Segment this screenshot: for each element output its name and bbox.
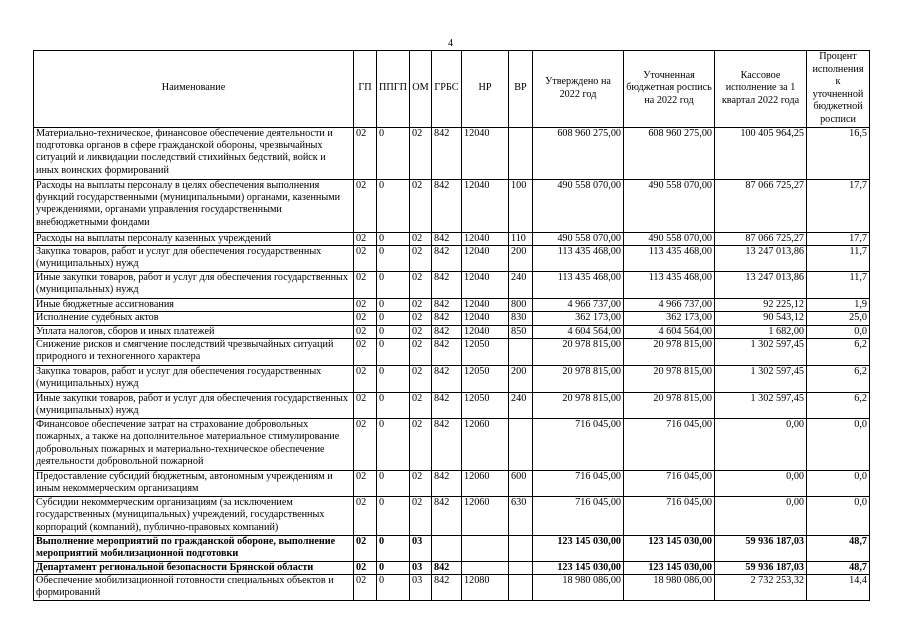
cell-nr: 12060 bbox=[462, 471, 509, 497]
cell-name: Предоставление субсидий бюджетным, автономным учреждениям и иным некоммерческим организациям bbox=[34, 471, 354, 497]
cell-name: Снижение рисков и смягчение последствий чрезвычайных ситуаций природного и техногенного характера bbox=[34, 339, 354, 366]
cell-grbs: 842 bbox=[432, 312, 462, 325]
table-row bbox=[34, 325, 870, 338]
cell-approved: 18 980 086,00 bbox=[533, 575, 624, 601]
cell-name: Расходы на выплаты персоналу казенных учреждений bbox=[34, 232, 354, 245]
cell-refined: 4 966 737,00 bbox=[624, 298, 715, 311]
cell-name: Закупка товаров, работ и услуг для обеспечения государственных (муниципальных) нужд bbox=[34, 366, 354, 393]
header-gp: ГП bbox=[354, 51, 377, 128]
cell-approved: 20 978 815,00 bbox=[533, 339, 624, 366]
cell-name: Департамент региональной безопасности Брянской области bbox=[34, 561, 354, 574]
cell-vr bbox=[509, 127, 533, 179]
cell-grbs bbox=[432, 535, 462, 561]
cell-percent: 1,9 bbox=[807, 298, 870, 311]
cell-nr: 12080 bbox=[462, 575, 509, 601]
cell-nr: 12050 bbox=[462, 366, 509, 393]
cell-percent: 11,7 bbox=[807, 271, 870, 298]
table-row bbox=[34, 127, 870, 179]
cell-gp: 02 bbox=[354, 127, 377, 179]
cell-vr: 110 bbox=[509, 232, 533, 245]
cell-gp: 02 bbox=[354, 471, 377, 497]
cell-ppgp: 0 bbox=[377, 535, 410, 561]
cell-vr: 630 bbox=[509, 496, 533, 535]
cell-om: 03 bbox=[410, 535, 432, 561]
cell-gp: 02 bbox=[354, 366, 377, 393]
table-row bbox=[34, 339, 870, 366]
cell-refined: 716 045,00 bbox=[624, 471, 715, 497]
cell-gp: 02 bbox=[354, 312, 377, 325]
cell-refined: 20 978 815,00 bbox=[624, 339, 715, 366]
cell-ppgp: 0 bbox=[377, 393, 410, 419]
cell-refined: 362 173,00 bbox=[624, 312, 715, 325]
cell-ppgp: 0 bbox=[377, 339, 410, 366]
cell-approved: 20 978 815,00 bbox=[533, 393, 624, 419]
cell-refined: 490 558 070,00 bbox=[624, 179, 715, 232]
cell-refined: 490 558 070,00 bbox=[624, 232, 715, 245]
cell-refined: 716 045,00 bbox=[624, 496, 715, 535]
cell-cash: 87 066 725,27 bbox=[715, 232, 807, 245]
page-number: 4 bbox=[448, 38, 453, 49]
cell-om: 02 bbox=[410, 127, 432, 179]
cell-cash: 87 066 725,27 bbox=[715, 179, 807, 232]
cell-om: 02 bbox=[410, 245, 432, 271]
table-row bbox=[34, 575, 870, 601]
header-grbs: ГРБС bbox=[432, 51, 462, 128]
cell-approved: 362 173,00 bbox=[533, 312, 624, 325]
table-row bbox=[34, 496, 870, 535]
cell-gp: 02 bbox=[354, 271, 377, 298]
cell-grbs: 842 bbox=[432, 496, 462, 535]
cell-cash: 59 936 187,03 bbox=[715, 535, 807, 561]
cell-grbs: 842 bbox=[432, 325, 462, 338]
cell-gp: 02 bbox=[354, 339, 377, 366]
cell-percent: 17,7 bbox=[807, 232, 870, 245]
header-ppgp: ППГП bbox=[377, 51, 410, 128]
cell-om: 02 bbox=[410, 496, 432, 535]
cell-cash: 13 247 013,86 bbox=[715, 271, 807, 298]
cell-om: 02 bbox=[410, 366, 432, 393]
cell-refined: 123 145 030,00 bbox=[624, 561, 715, 574]
cell-cash: 2 732 253,32 bbox=[715, 575, 807, 601]
cell-ppgp: 0 bbox=[377, 366, 410, 393]
cell-percent: 6,2 bbox=[807, 339, 870, 366]
header-name: Наименование bbox=[34, 51, 354, 128]
cell-refined: 20 978 815,00 bbox=[624, 393, 715, 419]
cell-cash: 100 405 964,25 bbox=[715, 127, 807, 179]
table-header-row bbox=[34, 51, 870, 128]
cell-om: 03 bbox=[410, 561, 432, 574]
cell-ppgp: 0 bbox=[377, 496, 410, 535]
cell-grbs: 842 bbox=[432, 561, 462, 574]
cell-ppgp: 0 bbox=[377, 232, 410, 245]
cell-approved: 490 558 070,00 bbox=[533, 232, 624, 245]
cell-grbs: 842 bbox=[432, 419, 462, 471]
cell-om: 02 bbox=[410, 312, 432, 325]
cell-name: Выполнение мероприятий по гражданской обороне, выполнение мероприятий мобилизационной подготовки bbox=[34, 535, 354, 561]
cell-percent: 6,2 bbox=[807, 366, 870, 393]
cell-cash: 1 302 597,45 bbox=[715, 366, 807, 393]
cell-refined: 20 978 815,00 bbox=[624, 366, 715, 393]
cell-approved: 490 558 070,00 bbox=[533, 179, 624, 232]
cell-ppgp: 0 bbox=[377, 298, 410, 311]
cell-grbs: 842 bbox=[432, 179, 462, 232]
table-row bbox=[34, 419, 870, 471]
cell-vr: 200 bbox=[509, 366, 533, 393]
cell-grbs: 842 bbox=[432, 366, 462, 393]
budget-execution-table bbox=[33, 50, 870, 601]
cell-gp: 02 bbox=[354, 393, 377, 419]
cell-grbs: 842 bbox=[432, 271, 462, 298]
cell-ppgp: 0 bbox=[377, 325, 410, 338]
cell-grbs: 842 bbox=[432, 127, 462, 179]
cell-ppgp: 0 bbox=[377, 561, 410, 574]
cell-gp: 02 bbox=[354, 419, 377, 471]
cell-vr: 240 bbox=[509, 271, 533, 298]
header-approved: Утверждено на 2022 год bbox=[533, 51, 624, 128]
header-refined: Уточненная бюджетная роспись на 2022 год bbox=[624, 51, 715, 128]
cell-name: Иные закупки товаров, работ и услуг для обеспечения государственных (муниципальных) нужд bbox=[34, 271, 354, 298]
cell-nr bbox=[462, 561, 509, 574]
cell-name: Субсидии некоммерческим организациям (за исключением государственных (муниципальных) учреждений, государственных корпораций (компаний), публично-правовых компаний) bbox=[34, 496, 354, 535]
cell-vr: 200 bbox=[509, 245, 533, 271]
cell-nr: 12040 bbox=[462, 127, 509, 179]
cell-grbs: 842 bbox=[432, 393, 462, 419]
cell-gp: 02 bbox=[354, 496, 377, 535]
cell-refined: 113 435 468,00 bbox=[624, 271, 715, 298]
cell-ppgp: 0 bbox=[377, 575, 410, 601]
cell-ppgp: 0 bbox=[377, 245, 410, 271]
cell-grbs: 842 bbox=[432, 575, 462, 601]
cell-vr: 800 bbox=[509, 298, 533, 311]
cell-om: 02 bbox=[410, 325, 432, 338]
cell-percent: 14,4 bbox=[807, 575, 870, 601]
cell-percent: 0,0 bbox=[807, 325, 870, 338]
cell-grbs: 842 bbox=[432, 298, 462, 311]
cell-vr: 240 bbox=[509, 393, 533, 419]
cell-om: 02 bbox=[410, 271, 432, 298]
table-row bbox=[34, 245, 870, 271]
cell-gp: 02 bbox=[354, 245, 377, 271]
cell-ppgp: 0 bbox=[377, 471, 410, 497]
cell-percent: 48,7 bbox=[807, 535, 870, 561]
cell-om: 02 bbox=[410, 232, 432, 245]
cell-refined: 4 604 564,00 bbox=[624, 325, 715, 338]
cell-om: 02 bbox=[410, 179, 432, 232]
cell-vr bbox=[509, 339, 533, 366]
cell-percent: 17,7 bbox=[807, 179, 870, 232]
header-nr: НР bbox=[462, 51, 509, 128]
cell-ppgp: 0 bbox=[377, 127, 410, 179]
cell-name: Обеспечение мобилизационной готовности специальных объектов и формирований bbox=[34, 575, 354, 601]
cell-om: 02 bbox=[410, 393, 432, 419]
cell-approved: 20 978 815,00 bbox=[533, 366, 624, 393]
cell-approved: 113 435 468,00 bbox=[533, 271, 624, 298]
cell-gp: 02 bbox=[354, 575, 377, 601]
cell-percent: 0,0 bbox=[807, 471, 870, 497]
cell-nr: 12060 bbox=[462, 419, 509, 471]
cell-ppgp: 0 bbox=[377, 419, 410, 471]
cell-nr: 12040 bbox=[462, 271, 509, 298]
cell-name: Исполнение судебных актов bbox=[34, 312, 354, 325]
cell-ppgp: 0 bbox=[377, 179, 410, 232]
cell-nr: 12040 bbox=[462, 325, 509, 338]
cell-approved: 716 045,00 bbox=[533, 419, 624, 471]
cell-refined: 113 435 468,00 bbox=[624, 245, 715, 271]
cell-gp: 02 bbox=[354, 298, 377, 311]
header-cash: Кассовое исполнение за 1 квартал 2022 года bbox=[715, 51, 807, 128]
cell-percent: 48,7 bbox=[807, 561, 870, 574]
cell-grbs: 842 bbox=[432, 232, 462, 245]
cell-refined: 18 980 086,00 bbox=[624, 575, 715, 601]
cell-om: 02 bbox=[410, 298, 432, 311]
cell-cash: 90 543,12 bbox=[715, 312, 807, 325]
cell-vr: 600 bbox=[509, 471, 533, 497]
cell-refined: 608 960 275,00 bbox=[624, 127, 715, 179]
cell-name: Иные бюджетные ассигнования bbox=[34, 298, 354, 311]
header-percent: Процент исполнения к уточненной бюджетной росписи bbox=[807, 51, 870, 128]
cell-nr: 12040 bbox=[462, 232, 509, 245]
cell-name: Расходы на выплаты персоналу в целях обеспечения выполнения функций государственными (муниципальными) органами, казенными учреждениями, органами управления государственными внебюджетными фондами bbox=[34, 179, 354, 232]
cell-vr bbox=[509, 535, 533, 561]
cell-om: 02 bbox=[410, 419, 432, 471]
cell-vr: 830 bbox=[509, 312, 533, 325]
cell-approved: 716 045,00 bbox=[533, 471, 624, 497]
table-row bbox=[34, 366, 870, 393]
cell-name: Иные закупки товаров, работ и услуг для обеспечения государственных (муниципальных) нужд bbox=[34, 393, 354, 419]
cell-nr: 12040 bbox=[462, 179, 509, 232]
cell-nr: 12040 bbox=[462, 245, 509, 271]
cell-name: Финансовое обеспечение затрат на страхование добровольных пожарных, а также на дополнительное материальное стимулирование добровольных пожарных и материально-техническое обеспечение деятельности добровольной пожарной bbox=[34, 419, 354, 471]
cell-percent: 0,0 bbox=[807, 496, 870, 535]
cell-approved: 123 145 030,00 bbox=[533, 561, 624, 574]
cell-gp: 02 bbox=[354, 179, 377, 232]
table-row bbox=[34, 561, 870, 574]
cell-cash: 92 225,12 bbox=[715, 298, 807, 311]
cell-cash: 1 302 597,45 bbox=[715, 393, 807, 419]
cell-approved: 4 604 564,00 bbox=[533, 325, 624, 338]
table-row bbox=[34, 232, 870, 245]
cell-cash: 13 247 013,86 bbox=[715, 245, 807, 271]
cell-refined: 123 145 030,00 bbox=[624, 535, 715, 561]
cell-approved: 716 045,00 bbox=[533, 496, 624, 535]
cell-gp: 02 bbox=[354, 561, 377, 574]
cell-om: 03 bbox=[410, 575, 432, 601]
cell-grbs: 842 bbox=[432, 245, 462, 271]
cell-approved: 113 435 468,00 bbox=[533, 245, 624, 271]
cell-vr bbox=[509, 561, 533, 574]
cell-name: Материально-техническое, финансовое обеспечение деятельности и подготовка органов в сфере гражданской обороны, чрезвычайных ситуаций и ликвидации последствий стихийных бедствий, войск и иных воинских формирований bbox=[34, 127, 354, 179]
cell-name: Уплата налогов, сборов и иных платежей bbox=[34, 325, 354, 338]
cell-nr: 12050 bbox=[462, 393, 509, 419]
cell-nr: 12040 bbox=[462, 298, 509, 311]
table-body bbox=[34, 127, 870, 600]
header-om: ОМ bbox=[410, 51, 432, 128]
table-row bbox=[34, 471, 870, 497]
table-row bbox=[34, 179, 870, 232]
cell-approved: 4 966 737,00 bbox=[533, 298, 624, 311]
cell-percent: 25,0 bbox=[807, 312, 870, 325]
cell-grbs: 842 bbox=[432, 471, 462, 497]
cell-vr bbox=[509, 419, 533, 471]
cell-cash: 0,00 bbox=[715, 419, 807, 471]
cell-gp: 02 bbox=[354, 535, 377, 561]
table-row bbox=[34, 298, 870, 311]
cell-ppgp: 0 bbox=[377, 312, 410, 325]
cell-percent: 6,2 bbox=[807, 393, 870, 419]
cell-nr: 12050 bbox=[462, 339, 509, 366]
header-vr: ВР bbox=[509, 51, 533, 128]
cell-gp: 02 bbox=[354, 325, 377, 338]
cell-om: 02 bbox=[410, 471, 432, 497]
cell-vr: 100 bbox=[509, 179, 533, 232]
cell-ppgp: 0 bbox=[377, 271, 410, 298]
cell-cash: 1 682,00 bbox=[715, 325, 807, 338]
cell-nr: 12060 bbox=[462, 496, 509, 535]
cell-refined: 716 045,00 bbox=[624, 419, 715, 471]
cell-nr bbox=[462, 535, 509, 561]
table-row bbox=[34, 312, 870, 325]
cell-vr: 850 bbox=[509, 325, 533, 338]
cell-cash: 59 936 187,03 bbox=[715, 561, 807, 574]
cell-gp: 02 bbox=[354, 232, 377, 245]
cell-om: 02 bbox=[410, 339, 432, 366]
table-row bbox=[34, 393, 870, 419]
cell-grbs: 842 bbox=[432, 339, 462, 366]
cell-name: Закупка товаров, работ и услуг для обеспечения государственных (муниципальных) нужд bbox=[34, 245, 354, 271]
cell-percent: 0,0 bbox=[807, 419, 870, 471]
cell-cash: 1 302 597,45 bbox=[715, 339, 807, 366]
cell-nr: 12040 bbox=[462, 312, 509, 325]
cell-cash: 0,00 bbox=[715, 471, 807, 497]
cell-approved: 608 960 275,00 bbox=[533, 127, 624, 179]
cell-percent: 11,7 bbox=[807, 245, 870, 271]
table-row bbox=[34, 271, 870, 298]
table-row bbox=[34, 535, 870, 561]
cell-percent: 16,5 bbox=[807, 127, 870, 179]
cell-vr bbox=[509, 575, 533, 601]
cell-cash: 0,00 bbox=[715, 496, 807, 535]
cell-approved: 123 145 030,00 bbox=[533, 535, 624, 561]
